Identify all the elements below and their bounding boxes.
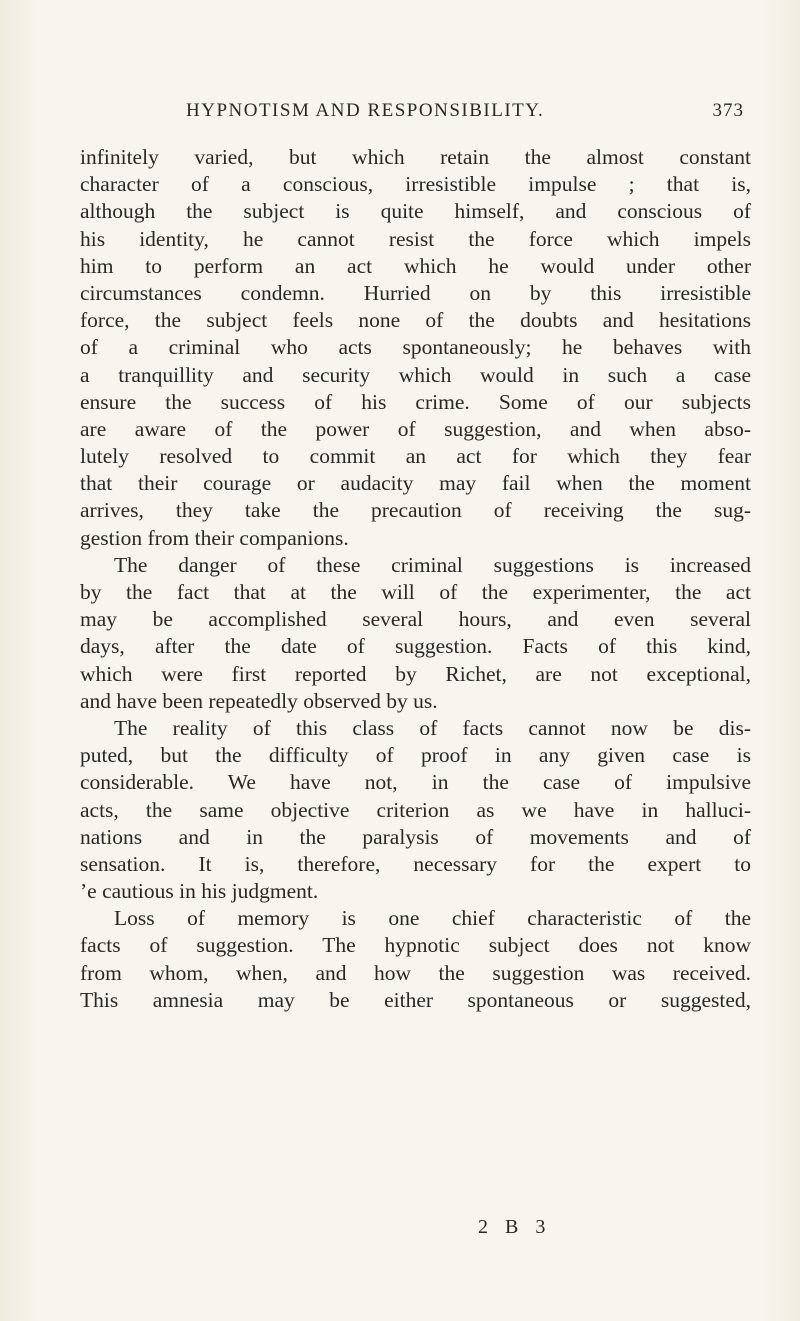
running-title: HYPNOTISM AND RESPONSIBILITY. (186, 100, 545, 121)
text-line: days, after the date of suggestion. Facts of this kind, (80, 634, 751, 659)
text-line: from whom, when, and how the suggestion was received. (80, 960, 751, 985)
text-line: infinitely varied, but which retain the almost constant (80, 145, 751, 169)
text-line: force, the subject feels none of the doubts and hesitations (80, 308, 751, 333)
text-line: character of a conscious, irresistible impulse ; that is, (80, 172, 751, 197)
text-line: lutely resolved to commit an act for which they fear (80, 444, 751, 469)
text-line: are aware of the power of suggestion, and when abso- (80, 416, 751, 441)
text-line: considerable. We have not, in the case of impulsive (80, 770, 751, 795)
text-line: gestion from their companions. (80, 525, 349, 550)
body-text (80, 144, 751, 1014)
text-line: which were first reported by Richet, are not exceptional, (80, 661, 751, 686)
page-number: 373 (712, 100, 744, 121)
running-head (186, 100, 744, 126)
text-line: that their courage or audacity may fail when the moment (80, 471, 751, 496)
text-line: acts, the same objective criterion as we have in halluci- (80, 797, 751, 822)
text-line: ensure the success of his crime. Some of our subjects (80, 389, 751, 414)
text-line: Loss of memory is one chief characteristic of the (114, 906, 751, 931)
text-line: circumstances condemn. Hurried on by this irresistible (80, 280, 751, 305)
text-line: The reality of this class of facts cannot now be dis- (114, 715, 751, 740)
text-line: may be accomplished several hours, and even several (80, 607, 751, 632)
text-line: The danger of these criminal suggestions is increased (114, 552, 751, 577)
text-line: nations and in the paralysis of movements and of (80, 824, 751, 849)
text-line: his identity, he cannot resist the force which impels (80, 226, 751, 251)
text-line: and have been repeatedly observed by us. (80, 688, 438, 713)
text-line: facts of suggestion. The hypnotic subject does not know (80, 933, 751, 958)
text-line: ʼe cautious in his judgment. (80, 879, 319, 904)
printer-signature-mark: 2 B 3 (478, 1216, 552, 1238)
text-line: him to perform an act which he would under other (80, 253, 751, 278)
text-line: puted, but the difficulty of proof in any given case is (80, 743, 751, 768)
text-line: of a criminal who acts spontaneously; he behaves with (80, 335, 751, 360)
text-line: by the fact that at the will of the experimenter, the act (80, 580, 751, 604)
text-line: arrives, they take the precaution of receiving the sug- (80, 498, 751, 523)
text-line: a tranquillity and security which would in such a case (80, 362, 751, 387)
text-line: sensation. It is, therefore, necessary for the expert to (80, 851, 751, 876)
text-line: although the subject is quite himself, and conscious of (80, 199, 751, 224)
text-line: This amnesia may be either spontaneous or suggested, (80, 987, 751, 1012)
